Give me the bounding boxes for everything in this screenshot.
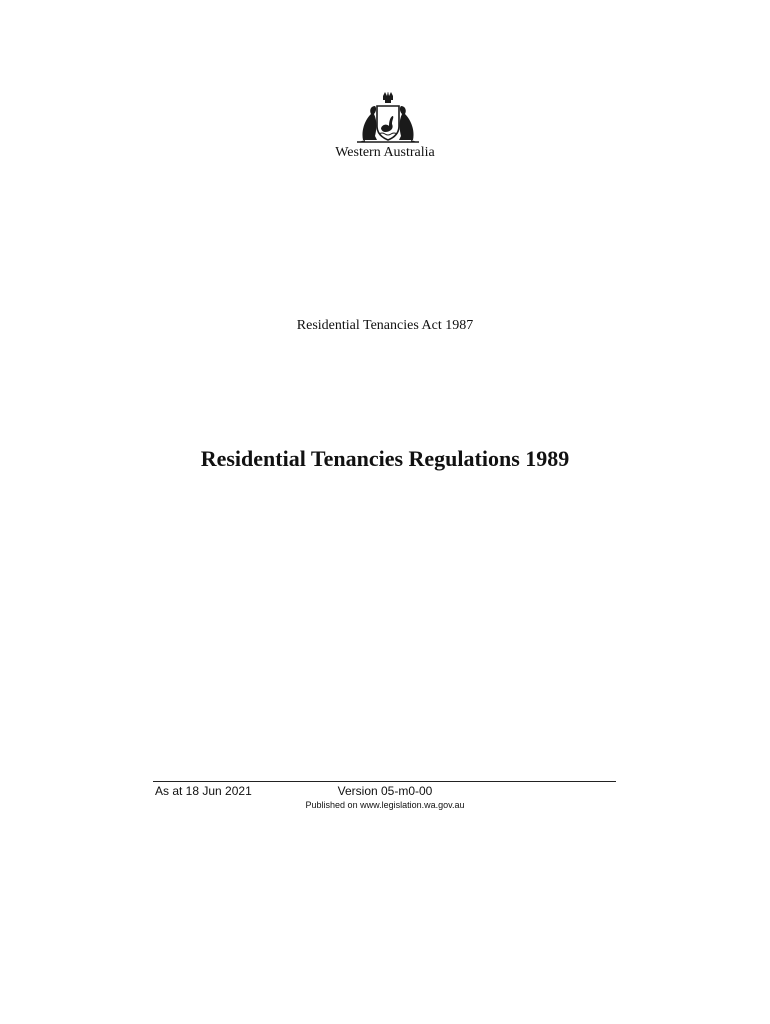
coat-of-arms-icon [355, 92, 421, 144]
footer-published-note: Published on www.legislation.wa.gov.au [305, 800, 465, 810]
footer-version: Version 05-m0-00 [337, 784, 433, 798]
document-title: Residential Tenancies Regulations 1989 [200, 446, 570, 471]
footer-as-at-date: As at 18 Jun 2021 [155, 784, 252, 798]
footer-divider [153, 781, 616, 782]
jurisdiction-name: Western Australia [335, 145, 435, 160]
parent-act-title: Residential Tenancies Act 1987 [296, 318, 474, 333]
